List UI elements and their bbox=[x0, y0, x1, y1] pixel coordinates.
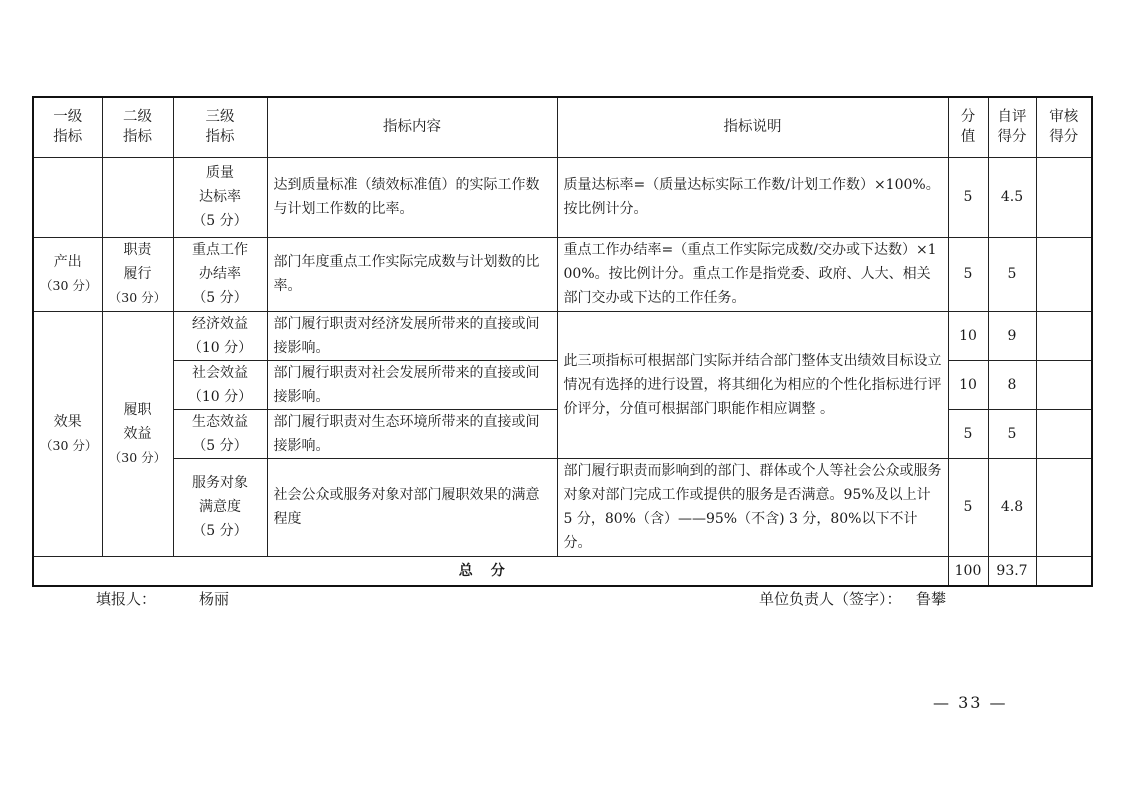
content-social: 部门履行职责对社会发展所带来的直接或间接影响。 bbox=[267, 360, 557, 409]
filler-name: 杨丽 bbox=[199, 590, 230, 608]
leader-label: 单位负责人（签字）： bbox=[759, 590, 902, 608]
self-score-key-work: 5 bbox=[988, 237, 1036, 311]
header-score: 分 值 bbox=[948, 97, 988, 157]
self-score-satisfaction: 4.8 bbox=[988, 458, 1036, 556]
description-satisfaction: 部门履行职责而影响到的部门、群体或个人等社会公众或服务对象对部门完成工作或提供的服务是否满意。95%及以上计 5 分，80%（含）——95%（不含) 3 分，80%以下不计分。 bbox=[557, 458, 948, 556]
score-ecological: 5 bbox=[948, 409, 988, 458]
header-level2: 二级 指标 bbox=[102, 97, 173, 157]
description-benefits: 此三项指标可根据部门实际并结合部门整体支出绩效目标设立情况有选择的进行设置，将其细化为相应的个性化指标进行评价评分，分值可根据部门职能作相应调整 。 bbox=[557, 311, 948, 458]
table-row-quality bbox=[33, 157, 1092, 237]
level3-key-work: 重点工作 办结率 （5 分） bbox=[173, 237, 267, 311]
content-quality: 达到质量标准（绩效标准值）的实际工作数与计划工作数的比率。 bbox=[267, 157, 557, 237]
header-row bbox=[33, 97, 1092, 157]
level2-performance-benefit: 履职 效益 （30 分） bbox=[102, 311, 173, 556]
header-level1: 一级 指标 bbox=[33, 97, 102, 157]
self-score-quality: 4.5 bbox=[988, 157, 1036, 237]
audit-score-quality[interactable] bbox=[1036, 157, 1092, 237]
content-key-work: 部门年度重点工作实际完成数与计划数的比率。 bbox=[267, 237, 557, 311]
level3-satisfaction: 服务对象 满意度 （5 分） bbox=[173, 458, 267, 556]
table-row-satisfaction bbox=[33, 458, 1092, 556]
table-row-key-work bbox=[33, 237, 1092, 311]
audit-score-social[interactable] bbox=[1036, 360, 1092, 409]
header-level3: 三级 指标 bbox=[173, 97, 267, 157]
total-score: 100 bbox=[948, 556, 988, 586]
level3-economic: 经济效益 （10 分） bbox=[173, 311, 267, 360]
score-social: 10 bbox=[948, 360, 988, 409]
header-description: 指标说明 bbox=[557, 97, 948, 157]
level3-ecological: 生态效益 （5 分） bbox=[173, 409, 267, 458]
level1-effect: 效果 （30 分） bbox=[33, 311, 102, 556]
level1-output: 产出 （30 分） bbox=[33, 237, 102, 311]
header-content: 指标内容 bbox=[267, 97, 557, 157]
self-score-economic: 9 bbox=[988, 311, 1036, 360]
total-label: 总分 bbox=[33, 556, 948, 586]
self-score-social: 8 bbox=[988, 360, 1036, 409]
level3-social: 社会效益 （10 分） bbox=[173, 360, 267, 409]
audit-score-key-work[interactable] bbox=[1036, 237, 1092, 311]
page-number: — 33 — bbox=[933, 693, 1008, 712]
score-quality: 5 bbox=[948, 157, 988, 237]
total-audit-score[interactable] bbox=[1036, 556, 1092, 586]
audit-score-economic[interactable] bbox=[1036, 311, 1092, 360]
filler-label: 填报人： bbox=[96, 590, 157, 608]
level1-cell-empty bbox=[33, 157, 102, 237]
score-key-work: 5 bbox=[948, 237, 988, 311]
level3-quality: 质量 达标率 （5 分） bbox=[173, 157, 267, 237]
description-key-work: 重点工作办结率=（重点工作实际完成数/交办或下达数）×100%。按比例计分。重点工作是指党委、政府、人大、相关部门交办或下达的工作任务。 bbox=[557, 237, 948, 311]
content-ecological: 部门履行职责对生态环境所带来的直接或间接影响。 bbox=[267, 409, 557, 458]
content-satisfaction: 社会公众或服务对象对部门履职效果的满意程度 bbox=[267, 458, 557, 556]
level2-cell-empty bbox=[102, 157, 173, 237]
score-satisfaction: 5 bbox=[948, 458, 988, 556]
header-audit-score: 审核 得分 bbox=[1036, 97, 1092, 157]
header-self-score: 自评 得分 bbox=[988, 97, 1036, 157]
content-economic: 部门履行职责对经济发展所带来的直接或间接影响。 bbox=[267, 311, 557, 360]
audit-score-satisfaction[interactable] bbox=[1036, 458, 1092, 556]
audit-score-ecological[interactable] bbox=[1036, 409, 1092, 458]
self-score-ecological: 5 bbox=[988, 409, 1036, 458]
table-row-total bbox=[33, 556, 1092, 586]
score-economic: 10 bbox=[948, 311, 988, 360]
performance-score-table bbox=[32, 96, 1093, 587]
table-row-economic bbox=[33, 311, 1092, 360]
description-quality: 质量达标率=（质量达标实际工作数/计划工作数）×100%。按比例计分。 bbox=[557, 157, 948, 237]
total-self-score: 93.7 bbox=[988, 556, 1036, 586]
leader-name: 鲁攀 bbox=[916, 590, 947, 608]
level2-duty: 职责 履行 （30 分） bbox=[102, 237, 173, 311]
